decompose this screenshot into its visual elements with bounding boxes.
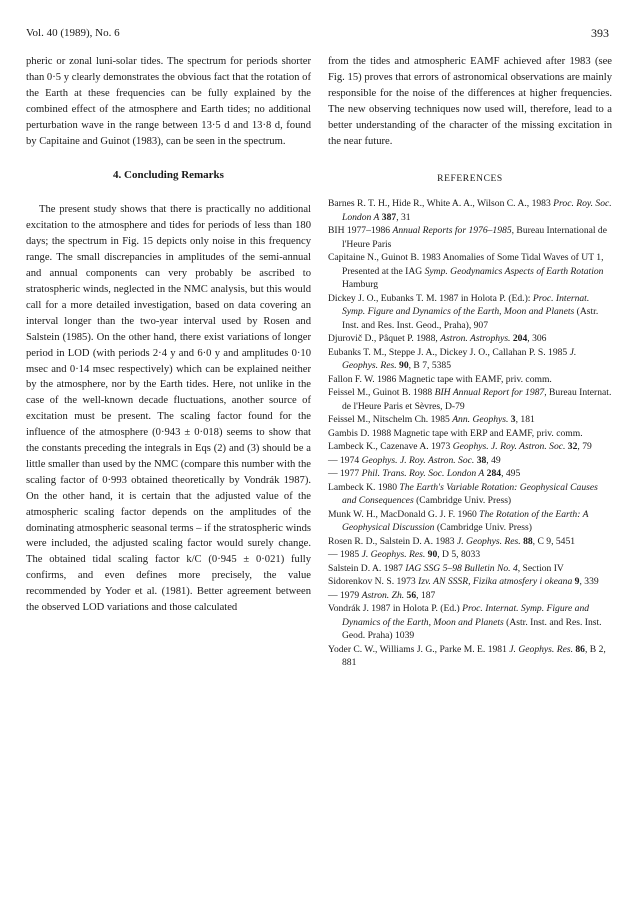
reference-volume: 3 <box>508 414 516 426</box>
reference-authors: Rosen R. D., Salstein D. A. 1983 <box>328 535 457 547</box>
reference-details: , D 5, 8033 <box>437 549 481 561</box>
reference-details: , 495 <box>501 468 521 480</box>
reference-entry <box>328 346 612 373</box>
reference-source: Astron. Astrophys. <box>440 333 511 345</box>
reference-volume: 38 <box>474 454 487 466</box>
reference-authors: Gambis D. 1988 Magnetic tape with ERP and EAMF, priv. comm. <box>328 427 583 439</box>
reference-details: , Section IV <box>517 562 564 574</box>
reference-source: Symp. Geodynamics Aspects of Earth Rotation <box>424 265 604 277</box>
reference-details: (Astr. Inst. and Res. Inst. Geod. Praha) 1039 <box>342 616 602 642</box>
reference-authors: Eubanks T. M., Steppe J. A., Dickey J. O., Callahan P. S. 1985 <box>328 346 570 358</box>
reference-volume: 90 <box>425 549 438 561</box>
reference-source: Izv. AN SSSR, Fizika atmosfery i okeana <box>418 576 573 588</box>
reference-authors: Salstein D. A. 1987 <box>328 562 406 574</box>
reference-entry <box>328 467 612 481</box>
reference-authors: Feissel M., Nitschelm Ch. 1985 <box>328 414 453 426</box>
reference-details: (Cambridge Univ. Press) <box>413 495 512 507</box>
reference-source: IAG SSG 5–98 Bulletin No. 4 <box>405 562 518 574</box>
reference-authors: Munk W. H., MacDonald G. J. F. 1960 <box>328 508 480 520</box>
reference-source: J. Geophys. Res. <box>342 346 577 372</box>
reference-source: The Rotation of the Earth: A Geophysical Discussion <box>342 508 589 534</box>
references-heading: REFERENCES <box>437 174 503 185</box>
right-column <box>328 54 612 670</box>
left-column <box>26 54 311 616</box>
reference-details: , 79 <box>577 441 592 453</box>
reference-entry <box>328 413 612 427</box>
reference-authors: Yoder C. W., Williams J. G., Parke M. E. 1981 <box>328 643 510 655</box>
reference-source: Annual Reports for 1976–1985 <box>392 225 512 237</box>
reference-source: J. Geophys. Res. <box>457 535 521 547</box>
reference-volume: 32 <box>565 441 578 453</box>
reference-authors: — 1977 <box>328 468 362 480</box>
reference-details: , B 7, 5385 <box>408 360 452 372</box>
reference-entry <box>328 548 612 562</box>
reference-source: Proc. Internat. Symp. Figure and Dynamics of the Earth, Moon and Planets <box>342 603 590 628</box>
reference-authors: Djurovič D., Pâquet P. 1988, <box>328 333 441 345</box>
reference-entry <box>328 386 612 413</box>
reference-volume: 284 <box>484 468 502 480</box>
reference-entry <box>328 292 612 333</box>
reference-volume: 204 <box>510 333 528 345</box>
reference-source: Proc. Roy. Soc. London A <box>342 198 612 223</box>
reference-details: , 49 <box>486 454 501 466</box>
reference-entry <box>328 575 612 589</box>
reference-source: Proc. Internat. Symp. Figure and Dynamics of the Earth, Moon and Planets <box>342 292 590 318</box>
references-list <box>328 197 612 670</box>
reference-entry <box>328 508 612 535</box>
reference-entry <box>328 332 612 346</box>
reference-details: , 306 <box>527 333 547 345</box>
reference-authors: Sidorenkov N. S. 1973 <box>328 576 419 588</box>
reference-authors: — 1974 <box>328 454 362 466</box>
reference-source: Phil. Trans. Roy. Soc. London A <box>361 468 485 480</box>
reference-source: Astron. Zh. <box>361 589 405 601</box>
reference-source: BIH Annual Report for 1987 <box>434 387 545 399</box>
reference-volume: 9 <box>572 576 580 588</box>
reference-details: , Bureau International de l'Heure Paris <box>342 225 607 250</box>
reference-entry <box>328 589 612 603</box>
reference-volume: 88 <box>520 535 533 547</box>
page-number: 393 <box>591 26 609 40</box>
reference-details: (Astr. Inst. and Res. Inst. Geod., Praha), 907 <box>342 306 599 331</box>
reference-authors: Dickey J. O., Eubanks T. M. 1987 in Holota P. (Ed.): <box>328 292 533 304</box>
reference-authors: Vondrák J. 1987 in Holota P. (Ed.) <box>328 603 463 615</box>
reference-authors: — 1985 <box>328 549 362 561</box>
reference-volume: 387 <box>379 211 397 223</box>
reference-authors: Feissel M., Guinot B. 1988 <box>328 387 435 399</box>
reference-volume: 90 <box>396 360 409 372</box>
reference-entry <box>328 251 612 292</box>
reference-details: , C 9, 5451 <box>532 535 576 547</box>
reference-entry <box>328 197 612 224</box>
reference-source: Geophys. J. Roy. Astron. Soc. <box>361 454 475 466</box>
reference-entry <box>328 602 612 643</box>
reference-entry <box>328 481 612 508</box>
reference-authors: Capitaine N., Guinot B. 1983 Anomalies of Some Tidal Waves of UT 1, Presented at the IAG <box>328 252 604 277</box>
reference-details: , 181 <box>515 414 535 426</box>
reference-authors: Lambeck K., Cazenave A. 1973 <box>328 441 453 453</box>
journal-header: Vol. 40 (1989), No. 6 <box>26 27 120 39</box>
concluding-paragraph: The present study shows that there is practically no additional excitation to the atmosphere and tides for periods of less than 180 days; the spectrum in Fig. 15 depicts only noise in this frequency range. The small discrepancies in amplitudes of the semi-annual and annual components can very probably be ascribed to stratospheric winds, neglected in the NMC analysis, but this would call for a more detailed investigation, based on data covering an interval longer than the two-year interval used by Rosen and Salstein (1985). On the other hand, there exist variations of longer period in LOD (with periods 2·4 y and 6·0 y and amplitudes 0·10 msec and 0·14 msec respectively) which can be explained neither by the atmosphere, nor by the Earth tides. Here, not unlike in the case of the well-known decade fluctuations, another source of excitation must be present. The scaling factor found for the influence of the atmosphere (0·943 ± 0·018) seems to show that the constants preceding the integrals in Eqs (2) and (3) should be a little smaller than used by the NMC (compare this number with the scaling factor of 0·993 obtained theoretically by Vondrák 1987). On the other hand, it is certain that the adjusted value of the atmospheric scaling factor depends on the amplitudes of the dominating atmospheric seasonal terms – if the stratospheric winds were included, the adjusted scaling factor would surely change. The obtained tidal scaling factor k/C (0·945 ± 0·021) fully confirms, and even defines more precisely, the value recommended by Yoder et al. (1981). Better agreement between the observed LOD variations and those calculated <box>26 204 311 614</box>
reference-details: , 339 <box>579 576 599 588</box>
reference-entry <box>328 643 612 670</box>
right-continuation-paragraph: from the tides and atmospheric EAMF achieved after 1983 (see Fig. 15) proves that errors of astronomical observations are mainly responsible for the noise of the differences at higher frequencies. The new observing techniques now used will, therefore, lead to a better understanding of the character of the missing excitation in the near future. <box>328 56 612 147</box>
reference-entry <box>328 562 612 576</box>
reference-entry <box>328 427 612 441</box>
reference-source: The Earth's Variable Rotation: Geophysical Causes and Consequences <box>342 481 598 507</box>
reference-entry <box>328 373 612 387</box>
reference-authors: BIH 1977–1986 <box>328 225 393 237</box>
section-heading: 4. Concluding Remarks <box>113 169 224 182</box>
reference-volume: 56 <box>404 589 417 601</box>
reference-entry <box>328 224 612 251</box>
reference-entry <box>328 440 612 454</box>
reference-authors: Barnes R. T. H., Hide R., White A. A., Wilson C. A., 1983 <box>328 198 554 210</box>
continuation-paragraph: pheric or zonal luni-solar tides. The spectrum for periods shorter than 0·5 y clearly demonstrates the obvious fact that the rotation of the Earth at these frequencies can be fully explained by the combined effect of the atmosphere and Earth tides; no additional perturbation wave in the range between 13·5 d and 13·8 d, found by Capitaine and Guinot (1983), can be seen in the spectrum. <box>26 56 311 147</box>
reference-source: J. Geophys. Res. <box>361 549 426 561</box>
reference-authors: Fallon F. W. 1986 Magnetic tape with EAMF, priv. comm. <box>328 373 552 385</box>
reference-source: Ann. Geophys. <box>452 414 509 426</box>
reference-details: , 187 <box>416 589 436 601</box>
reference-entry <box>328 535 612 549</box>
reference-volume: 86 <box>572 643 585 655</box>
reference-authors: — 1979 <box>328 589 362 601</box>
reference-source: J. Geophys. Res. <box>509 643 573 655</box>
reference-details: , B 2, 881 <box>342 643 606 669</box>
reference-source: Geophys. J. Roy. Astron. Soc. <box>452 441 566 453</box>
reference-details: Hamburg <box>342 279 379 291</box>
reference-details: , 31 <box>396 211 411 223</box>
reference-authors: Lambeck K. 1980 <box>328 481 400 493</box>
reference-details: (Cambridge Univ. Press) <box>434 522 532 534</box>
reference-entry <box>328 454 612 468</box>
reference-details: , Bureau Internat. de l'Heure Paris et Sèvres, D-79 <box>342 387 612 412</box>
